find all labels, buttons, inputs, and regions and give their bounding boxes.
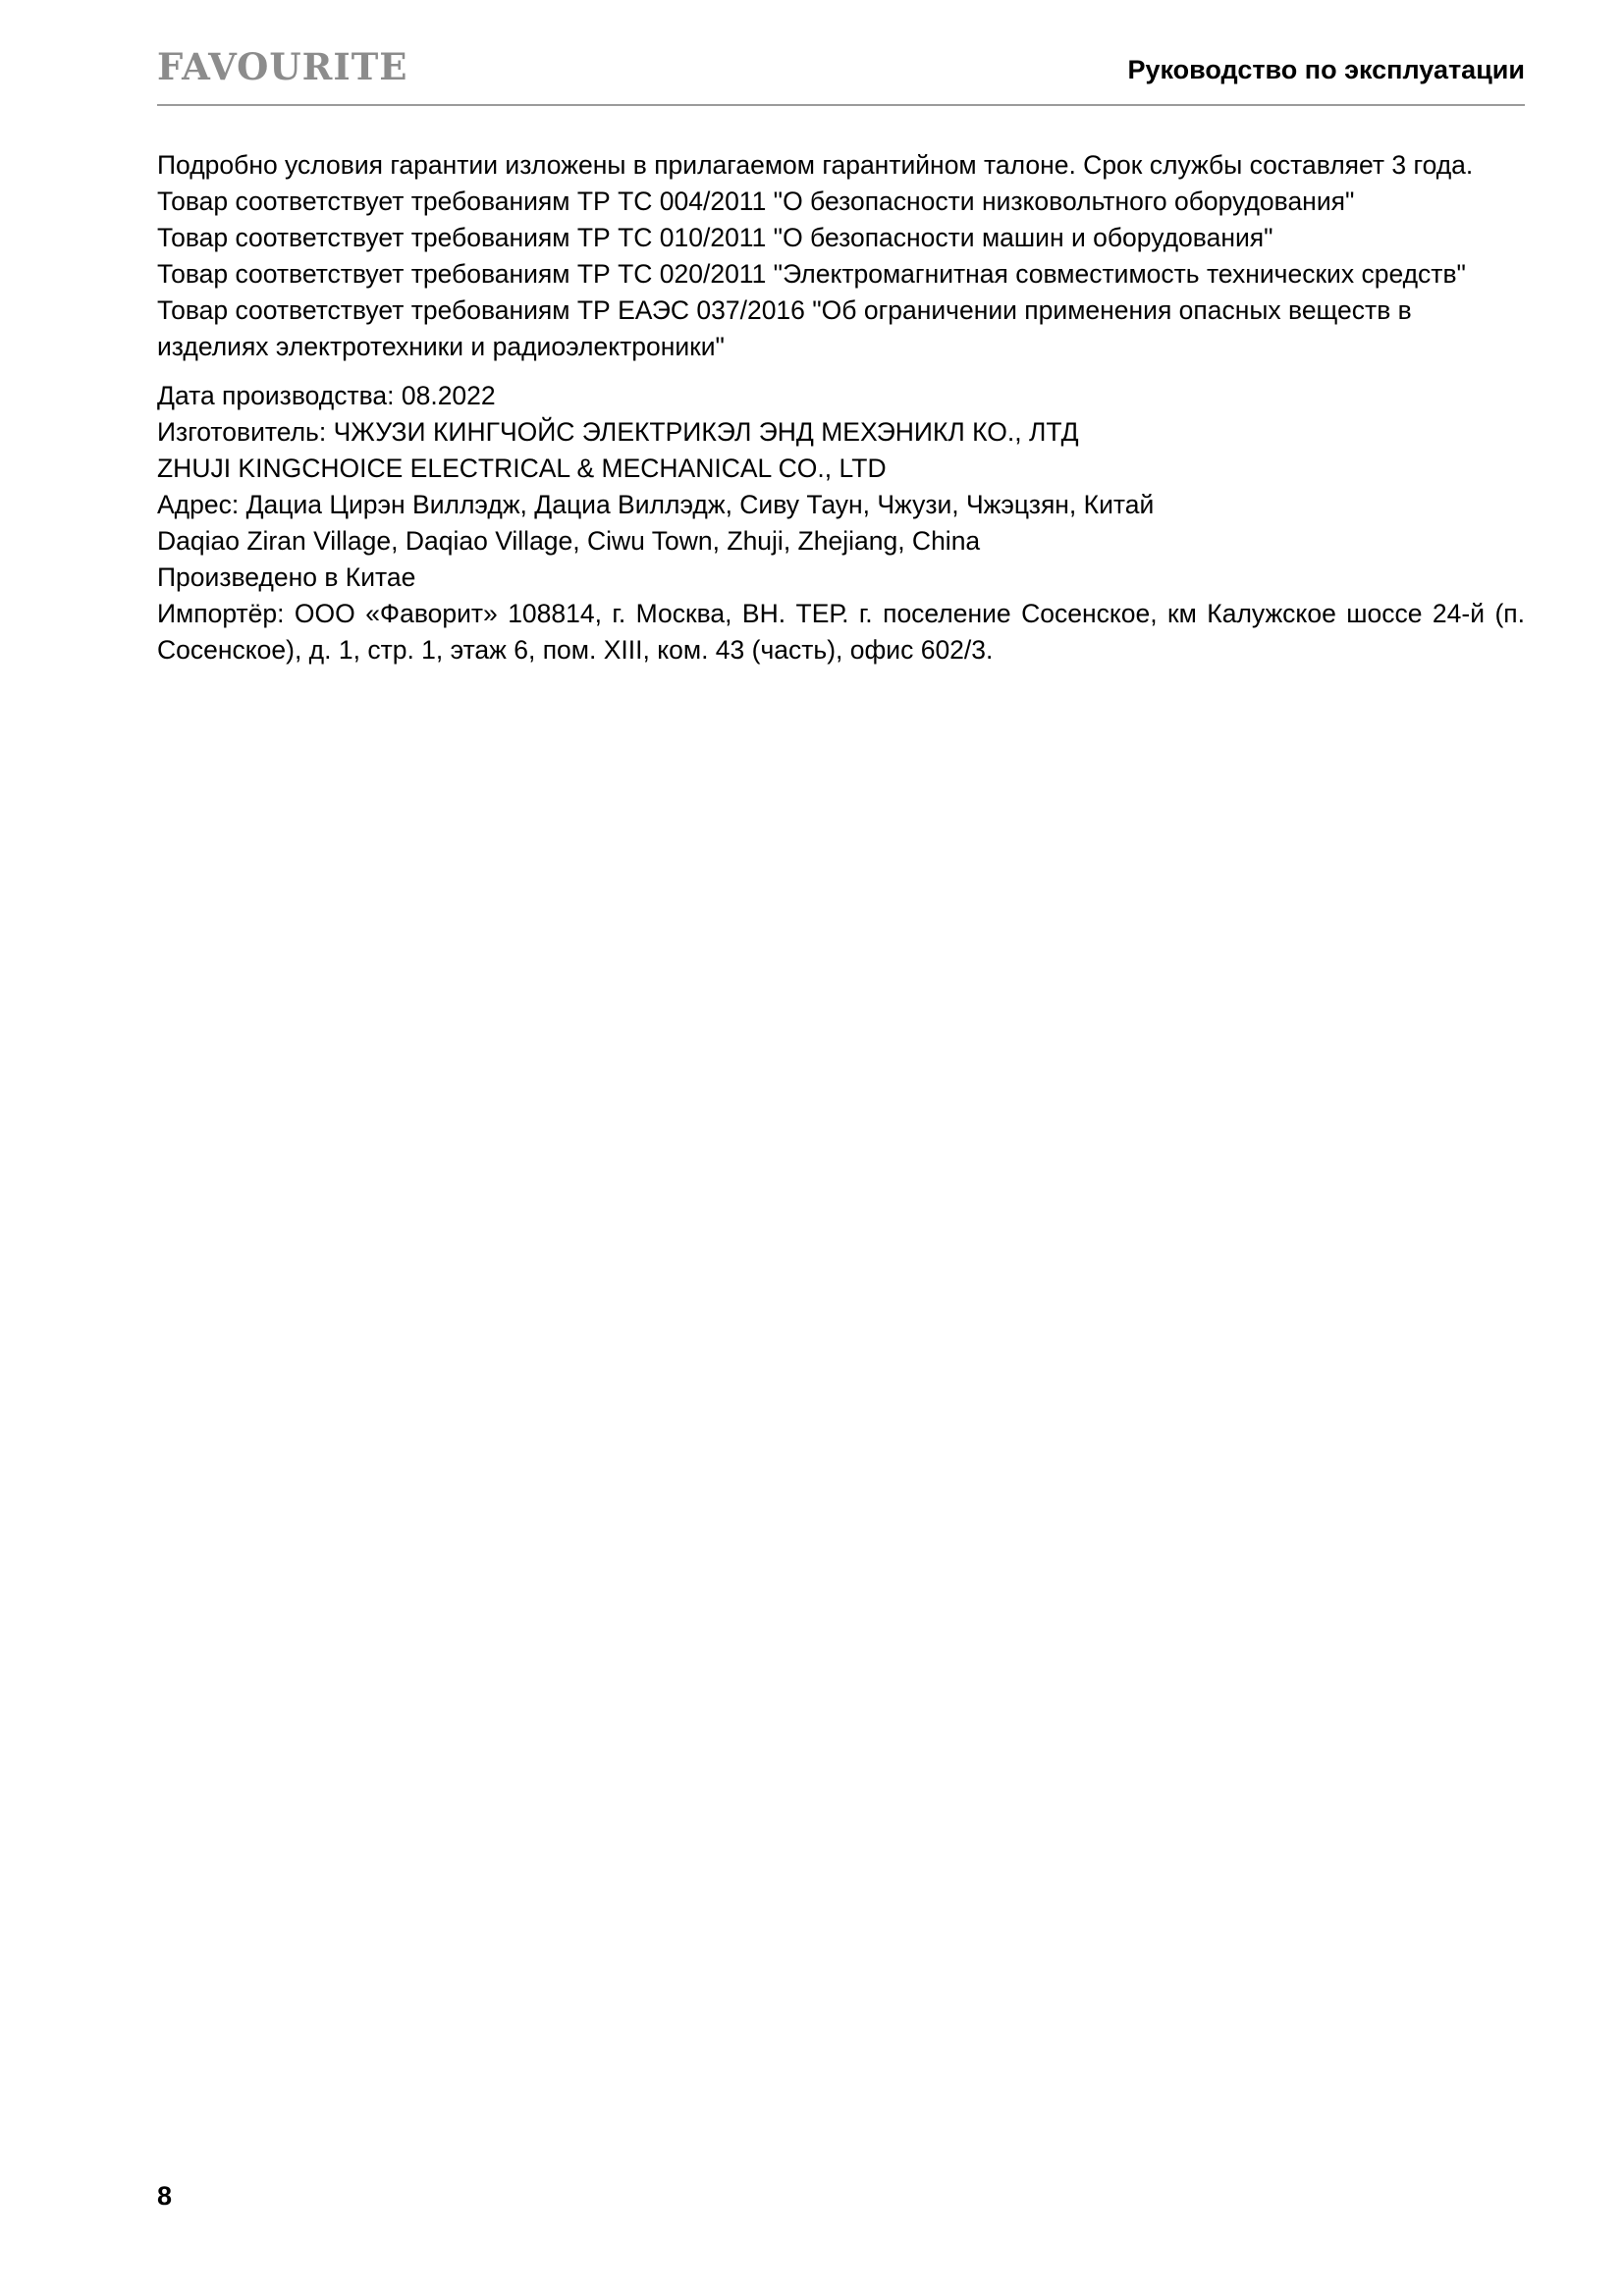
manual-title: Руководство по эксплуатации — [1127, 55, 1525, 84]
address-en: Daqiao Ziran Village, Daqiao Village, Ciwu Town, Zhuji, Zhejiang, China — [157, 526, 981, 556]
production-date: Дата производства: 08.2022 — [157, 381, 496, 410]
paragraph-gap — [157, 365, 1525, 378]
country-of-origin: Произведено в Китае — [157, 562, 416, 592]
warranty-paragraph: Подробно условия гарантии изложены в прилагаемом гарантийном талоне. Срок службы составляет 3 года. — [157, 150, 1474, 180]
compliance-line: Товар соответствует требованиям ТР ЕАЭС 037/2016 "Об ограничении применения опасных веществ в изделиях электротехники и радиоэлектроники" — [157, 295, 1412, 361]
manufacturer-ru: Изготовитель: ЧЖУЗИ КИНГЧОЙС ЭЛЕКТРИКЭЛ ЭНД МЕХЭНИКЛ КО., ЛТД — [157, 417, 1079, 447]
importer-info: Импортёр: ООО «Фаворит» 108814, г. Москва, ВН. ТЕР. г. поселение Сосенское, км Калужское шоссе 24-й (п. Сосенское), д. 1, стр. 1, этаж 6, пом. XIII, ком. 43 (часть), офис 602/3. — [157, 599, 1525, 665]
page-number: 8 — [157, 2181, 173, 2211]
manufacturer-en: ZHUJI KINGCHOICE ELECTRICAL & MECHANICAL CO., LTD — [157, 454, 887, 483]
page-header — [157, 43, 1525, 106]
brand-logo: FAVOURITE — [157, 45, 408, 88]
compliance-line: Товар соответствует требованиям ТР ТС 010/2011 "О безопасности машин и оборудования" — [157, 223, 1273, 252]
page-body — [157, 147, 1525, 668]
compliance-line: Товар соответствует требованиям ТР ТС 020/2011 "Электромагнитная совместимость технических средств" — [157, 259, 1466, 289]
address-ru: Адрес: Дациа Цирэн Виллэдж, Дациа Виллэдж, Сиву Таун, Чжузи, Чжэцзян, Китай — [157, 490, 1155, 519]
compliance-line: Товар соответствует требованиям ТР ТС 004/2011 "О безопасности низковольтного оборудования" — [157, 187, 1355, 216]
